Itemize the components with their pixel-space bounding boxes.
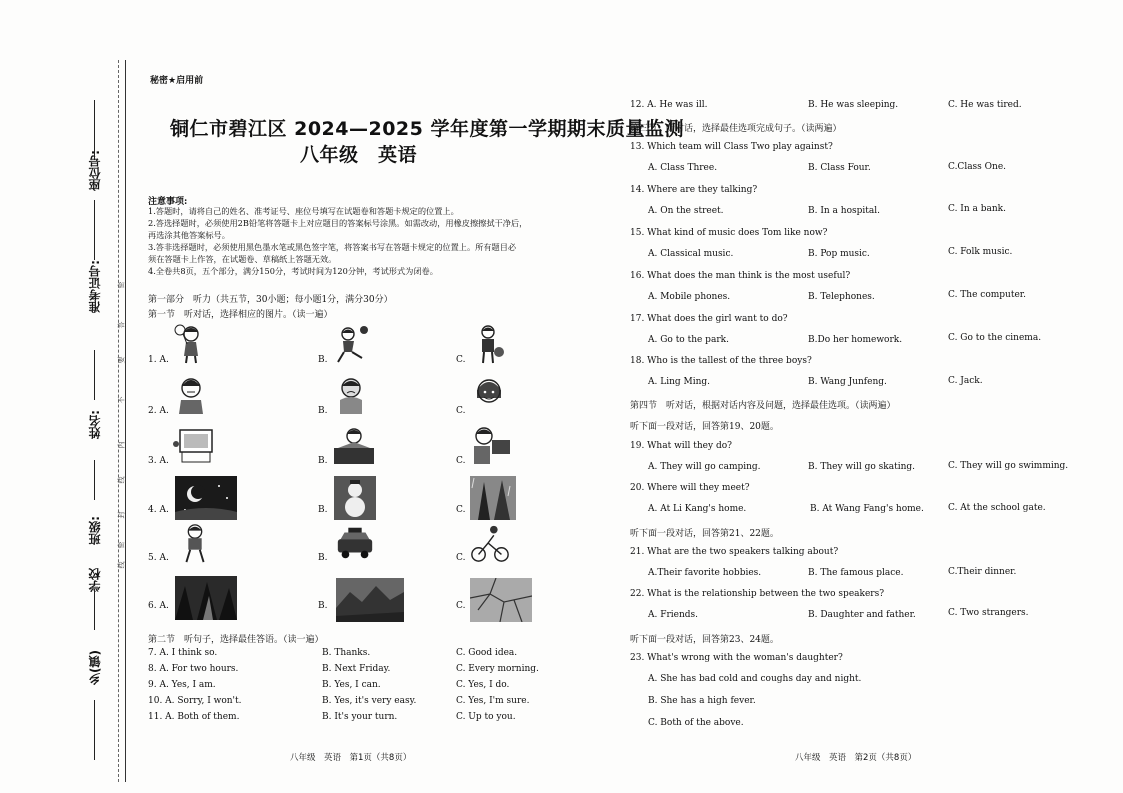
note-line: 3.答非选择题时，必须使用黑色墨水笔或黑色签字笔，将答案书写在答题卡规定的位置上。所有题目必 bbox=[148, 242, 517, 252]
seal-char: 内 bbox=[117, 441, 126, 449]
option-label: B. bbox=[318, 456, 328, 466]
basketball-player-image bbox=[470, 322, 508, 364]
question-text: 17. What does the girl want to do? bbox=[630, 314, 788, 324]
answer-option: B. Class Four. bbox=[808, 163, 871, 173]
answer-option: 9. A. Yes, I am. bbox=[148, 680, 216, 690]
answer-option: A. Mobile phones. bbox=[648, 292, 731, 302]
name-label: 姓名: bbox=[88, 410, 102, 439]
answer-option: B. Thanks. bbox=[322, 648, 371, 658]
option-label: C. bbox=[456, 406, 466, 416]
class-label: 班级: bbox=[88, 516, 102, 545]
taxi-image bbox=[334, 522, 376, 564]
town-label: 乡(镇) bbox=[88, 650, 102, 685]
answer-option: 12. A. He was ill. bbox=[630, 100, 708, 110]
notes-heading: 注意事项: bbox=[148, 197, 188, 207]
page1-footer: 八年级 英语 第1页（共8页） bbox=[290, 753, 412, 763]
option-label: B. bbox=[318, 601, 328, 611]
answer-option: B. Pop music. bbox=[808, 249, 870, 259]
option-label: C. bbox=[456, 553, 466, 563]
seal-char: 封 bbox=[117, 511, 126, 519]
exam-subtitle: 八年级 英语 bbox=[300, 144, 418, 166]
answer-option: B. They will go skating. bbox=[808, 462, 915, 472]
answer-option: C.Class One. bbox=[948, 162, 1007, 172]
answer-option: B. Next Friday. bbox=[322, 664, 391, 674]
question-text: 20. Where will they meet? bbox=[630, 483, 750, 493]
seal-dashed-line bbox=[118, 60, 119, 782]
answer-option: B. It's your turn. bbox=[322, 712, 398, 722]
name-rule bbox=[94, 350, 95, 400]
sec3-heading: 第三节 听对话，选择最佳选项完成句子。（读两遍） bbox=[630, 124, 842, 134]
answer-option: C. Both of the above. bbox=[648, 718, 744, 728]
cracked-ground-photo bbox=[470, 578, 532, 622]
answer-option: 11. A. Both of them. bbox=[148, 712, 240, 722]
answer-option: C. He was tired. bbox=[948, 100, 1022, 110]
answer-option: B. At Wang Fang's home. bbox=[810, 504, 924, 514]
snowman-image bbox=[334, 476, 376, 520]
tennis-player-image bbox=[172, 322, 210, 364]
option-label: 1. A. bbox=[148, 355, 169, 365]
cyclist-image bbox=[470, 522, 510, 564]
note-line: 1.答题时，请将自己的姓名、准考证号、座位号填写在试题卷和答题卡规定的位置上。 bbox=[148, 206, 459, 216]
answer-option: A. They will go camping. bbox=[648, 462, 761, 472]
answer-option: A. At Li Kang's home. bbox=[648, 504, 747, 514]
answer-option: C. They will go swimming. bbox=[948, 461, 1069, 471]
page2-footer: 八年级 英语 第2页（共8页） bbox=[795, 753, 917, 763]
option-label: C. bbox=[456, 505, 466, 515]
option-label: B. bbox=[318, 553, 328, 563]
answer-option: B. Wang Junfeng. bbox=[808, 377, 887, 387]
option-label: 4. A. bbox=[148, 505, 169, 515]
answer-option: A. On the street. bbox=[648, 206, 724, 216]
answer-option: C. Every morning. bbox=[456, 664, 539, 674]
question-text: 13. Which team will Class Two play against? bbox=[630, 142, 833, 152]
answer-option: C. In a bank. bbox=[948, 204, 1006, 214]
listen-instruction: 听下面一段对话，回答第23、24题。 bbox=[630, 635, 779, 645]
class-rule bbox=[94, 460, 95, 500]
answer-option: A. Classical music. bbox=[648, 249, 734, 259]
dark-forest-photo bbox=[175, 576, 237, 620]
answer-option: C. Folk music. bbox=[948, 247, 1013, 257]
seal-char: 密 bbox=[117, 541, 126, 549]
school-label: 学校 bbox=[88, 568, 102, 592]
option-label: C. bbox=[456, 601, 466, 611]
sec4-heading: 第四节 听对话，根据对话内容及问题，选择最佳选项。（读两遍） bbox=[630, 401, 896, 411]
answer-option: C. Jack. bbox=[948, 376, 983, 386]
exam-title: 铜仁市碧江区 2024—2025 学年度第一学期期末质量监测 bbox=[170, 118, 684, 140]
answer-option: C. At the school gate. bbox=[948, 503, 1046, 513]
answer-option: B. Telephones. bbox=[808, 292, 875, 302]
option-label: B. bbox=[318, 505, 328, 515]
note-line: 2.答选择题时，必须使用2B铅笔将答题卡上对应题目的答案标号涂黑。如需改动，用橡皮擦擦拭干净后， bbox=[148, 218, 528, 228]
answer-option: A. Go to the park. bbox=[648, 335, 729, 345]
answer-option: 7. A. I think so. bbox=[148, 648, 218, 658]
seal-char: 线 bbox=[117, 561, 126, 569]
part1-heading: 第一部分 听力（共五节，30小题；每小题1分，满分30分） bbox=[148, 295, 393, 305]
seal-char: 密 bbox=[117, 281, 126, 289]
town-rule bbox=[94, 700, 95, 760]
answer-option: B. He was sleeping. bbox=[808, 100, 899, 110]
walking-boy-image bbox=[176, 522, 214, 564]
note-line: 4.全卷共8页，五个部分，满分150分，考试时间为120分钟，考试形式为闭卷。 bbox=[148, 266, 438, 276]
option-label: 3. A. bbox=[148, 456, 169, 466]
option-label: 2. A. bbox=[148, 406, 169, 416]
question-text: 22. What is the relationship between the two speakers? bbox=[630, 589, 885, 599]
option-label: B. bbox=[318, 406, 328, 416]
answer-option: C. Go to the cinema. bbox=[948, 333, 1042, 343]
option-label: 5. A. bbox=[148, 553, 169, 563]
answer-option: C.Their dinner. bbox=[948, 567, 1017, 577]
sec2-heading: 第二节 听句子，选择最佳答语。（读一遍） bbox=[148, 635, 324, 645]
boy-computer-image bbox=[470, 424, 512, 466]
night-moon-image bbox=[175, 476, 237, 520]
question-text: 21. What are the two speakers talking about? bbox=[630, 547, 839, 557]
option-label: B. bbox=[318, 355, 328, 365]
question-text: 19. What will they do? bbox=[630, 441, 732, 451]
option-label: C. bbox=[456, 355, 466, 365]
answer-option: B. Yes, it's very easy. bbox=[322, 696, 417, 706]
answer-option: C. The computer. bbox=[948, 290, 1026, 300]
note-line: 再选涂其他答案标号。 bbox=[148, 230, 230, 240]
question-text: 15. What kind of music does Tom like now? bbox=[630, 228, 828, 238]
note-line: 须在答题卡上作答，在试题卷、草稿纸上答题无效。 bbox=[148, 254, 337, 264]
answer-option: B. Yes, I can. bbox=[322, 680, 381, 690]
answer-option: A. Class Three. bbox=[648, 163, 718, 173]
answer-option: B. The famous place. bbox=[808, 568, 904, 578]
answer-option: C. Yes, I'm sure. bbox=[456, 696, 530, 706]
answer-option: C. Up to you. bbox=[456, 712, 516, 722]
option-label: C. bbox=[456, 456, 466, 466]
sick-girl-image bbox=[172, 374, 210, 416]
answer-option: A. Ling Ming. bbox=[648, 377, 711, 387]
answer-option: B.Do her homework. bbox=[808, 335, 903, 345]
tv-set-image bbox=[172, 424, 220, 466]
listen-instruction: 听下面一段对话，回答第21、22题。 bbox=[630, 529, 779, 539]
answer-option: B. In a hospital. bbox=[808, 206, 880, 216]
question-text: 14. Where are they talking? bbox=[630, 185, 758, 195]
seal-char: 不 bbox=[117, 396, 126, 404]
seat-label: 座位号: bbox=[88, 150, 102, 191]
seal-char: 要 bbox=[117, 356, 126, 364]
answer-option: C. Good idea. bbox=[456, 648, 518, 658]
answer-option: C. Yes, I do. bbox=[456, 680, 510, 690]
option-label: 6. A. bbox=[148, 601, 169, 611]
question-text: 23. What's wrong with the woman's daughter? bbox=[630, 653, 843, 663]
happy-girl-image bbox=[470, 374, 508, 416]
upset-boy-image bbox=[332, 374, 370, 416]
rain-tree-image bbox=[470, 476, 516, 520]
exam-no-label: 准考证号: bbox=[88, 260, 102, 313]
answer-option: B. Daughter and father. bbox=[808, 610, 916, 620]
binding-line bbox=[125, 60, 126, 782]
listen-instruction: 听下面一段对话，回答第19、20题。 bbox=[630, 422, 779, 432]
school-rule bbox=[94, 590, 95, 630]
football-player-image bbox=[332, 322, 370, 364]
boy-reading-image bbox=[332, 424, 376, 466]
answer-option: A. She has bad cold and coughs day and night. bbox=[648, 674, 862, 684]
seal-char: 答 bbox=[117, 321, 126, 329]
secret-mark: 秘密★启用前 bbox=[150, 76, 204, 86]
question-text: 16. What does the man think is the most useful? bbox=[630, 271, 851, 281]
seal-char: 线 bbox=[117, 476, 126, 484]
question-text: 18. Who is the tallest of the three boys? bbox=[630, 356, 812, 366]
mountain-rain-photo bbox=[336, 578, 404, 622]
sec1-heading: 第一节 听对话，选择相应的图片。（读一遍） bbox=[148, 310, 333, 320]
answer-option: B. She has a high fever. bbox=[648, 696, 756, 706]
answer-option: A. Friends. bbox=[648, 610, 699, 620]
answer-option: A.Their favorite hobbies. bbox=[648, 568, 762, 578]
answer-option: C. Two strangers. bbox=[948, 608, 1029, 618]
answer-option: 8. A. For two hours. bbox=[148, 664, 239, 674]
answer-option: 10. A. Sorry, I won't. bbox=[148, 696, 242, 706]
exam-no-rule bbox=[94, 200, 95, 260]
